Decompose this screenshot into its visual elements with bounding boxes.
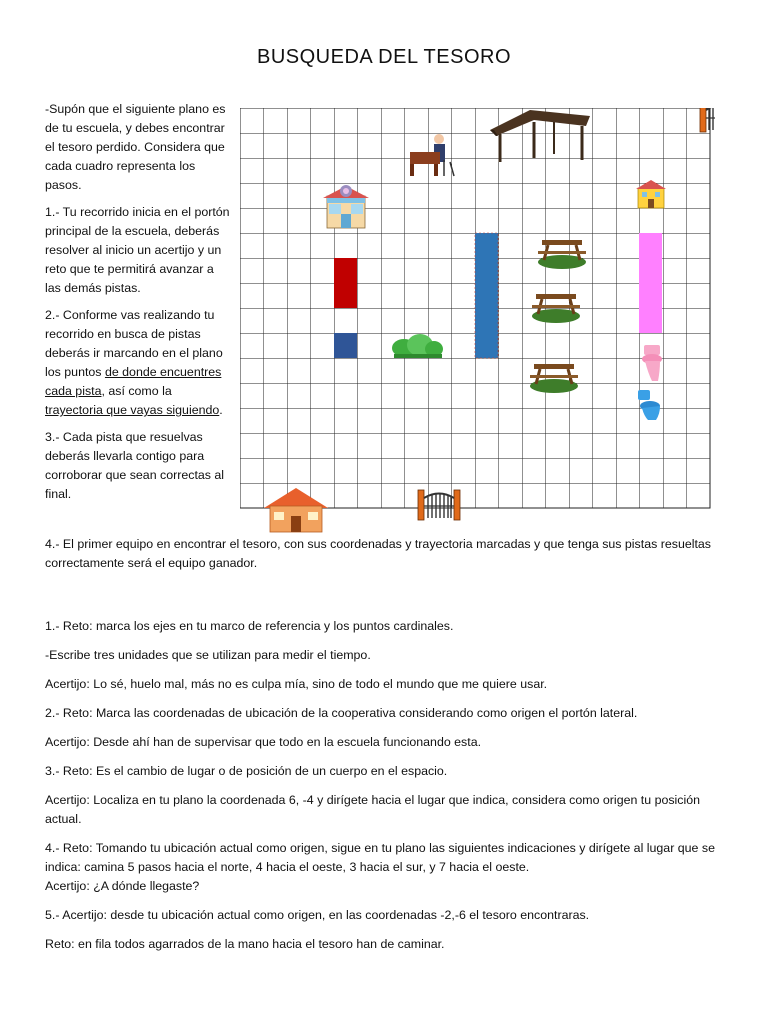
activity-line: 3.- Reto: Es el cambio de lugar o de posición de un cuerpo en el espacio. (45, 764, 448, 778)
school-map-grid (240, 108, 715, 533)
activity-line: Acertijo: Desde ahí han de supervisar que todo en la escuela funcionando esta. (45, 735, 482, 749)
instruction-1: 1.- Tu recorrido inicia en el portón principal de la escuela, deberás resolver al inicio un acertijo y un reto que te permitirá avanzar a las demás pistas. (45, 205, 230, 295)
instruction-2 (45, 306, 233, 420)
instruction-4: 4.- El primer equipo en encontrar el tesoro, con sus coordenadas y trayectoria marcadas y que tenga sus pistas resueltas correctamente será el equipo ganador. (45, 537, 712, 570)
navy-block (334, 333, 357, 358)
activity-line: 4.- Reto: Tomando tu ubicación actual como origen, sigue en tu plano las siguientes indicaciones y dirígete al lugar que se indica: camina 5 pasos hacia el norte, 4 hacia el oeste, 3 hacia el sur, y 7 hacia el oeste. (45, 841, 715, 874)
instruction-2-underlined-2: trayectoria que vayas siguiendo (45, 403, 220, 417)
intro-paragraph: -Supón que el siguiente plano es de tu escuela, y debes encontrar el tesoro perdido. Considera que cada cuadro representa los pasos. (45, 102, 226, 192)
page-title: BUSQUEDA DEL TESORO (256, 46, 511, 68)
instruction-2-underlined-1: de donde encuentres cada pista (45, 365, 222, 398)
red-block (334, 258, 357, 308)
activity-block (45, 839, 735, 896)
activity-line: 5.- Acertijo: desde tu ubicación actual como origen, en las coordenadas -2,-6 el tesoro encontraras. (45, 908, 590, 922)
instruction-2-text: . (219, 403, 223, 417)
activity-line: 1.- Reto: marca los ejes en tu marco de referencia y los puntos cardinales. (45, 619, 454, 633)
activity-line: -Escribe tres unidades que se utilizan para medir el tiempo. (45, 648, 371, 662)
instruction-2-text: 2.- Conforme vas realizando tu recorrido en busca de pistas deberás ir marcando en el plano los puntos (45, 308, 223, 379)
activities-section (45, 617, 735, 964)
activity-line: Acertijo: Lo sé, huelo mal, más no es culpa mía, sino de todo el mundo que me quiere usar. (45, 677, 548, 691)
instruction-2-text: , así como la (101, 384, 172, 398)
instruction-3: 3.- Cada pista que resuelvas deberás llevarla contigo para corroborar que sean correctas al final. (45, 430, 225, 501)
activity-line: Reto: en fila todos agarrados de la mano hacia el tesoro han de caminar. (45, 937, 445, 951)
activity-line: Acertijo: ¿A dónde llegaste? (45, 879, 200, 893)
instructions-column (45, 100, 233, 512)
activity-line: Acertijo: Localiza en tu plano la coordenada 6, -4 y dirígete hacia el lugar que indica, considera como origen tu posición actual. (45, 793, 701, 826)
blue-corridor-block (475, 233, 498, 358)
activity-line: 2.- Reto: Marca las coordenadas de ubicación de la cooperativa considerando como origen el portón lateral. (45, 706, 638, 720)
pink-block (639, 233, 662, 333)
